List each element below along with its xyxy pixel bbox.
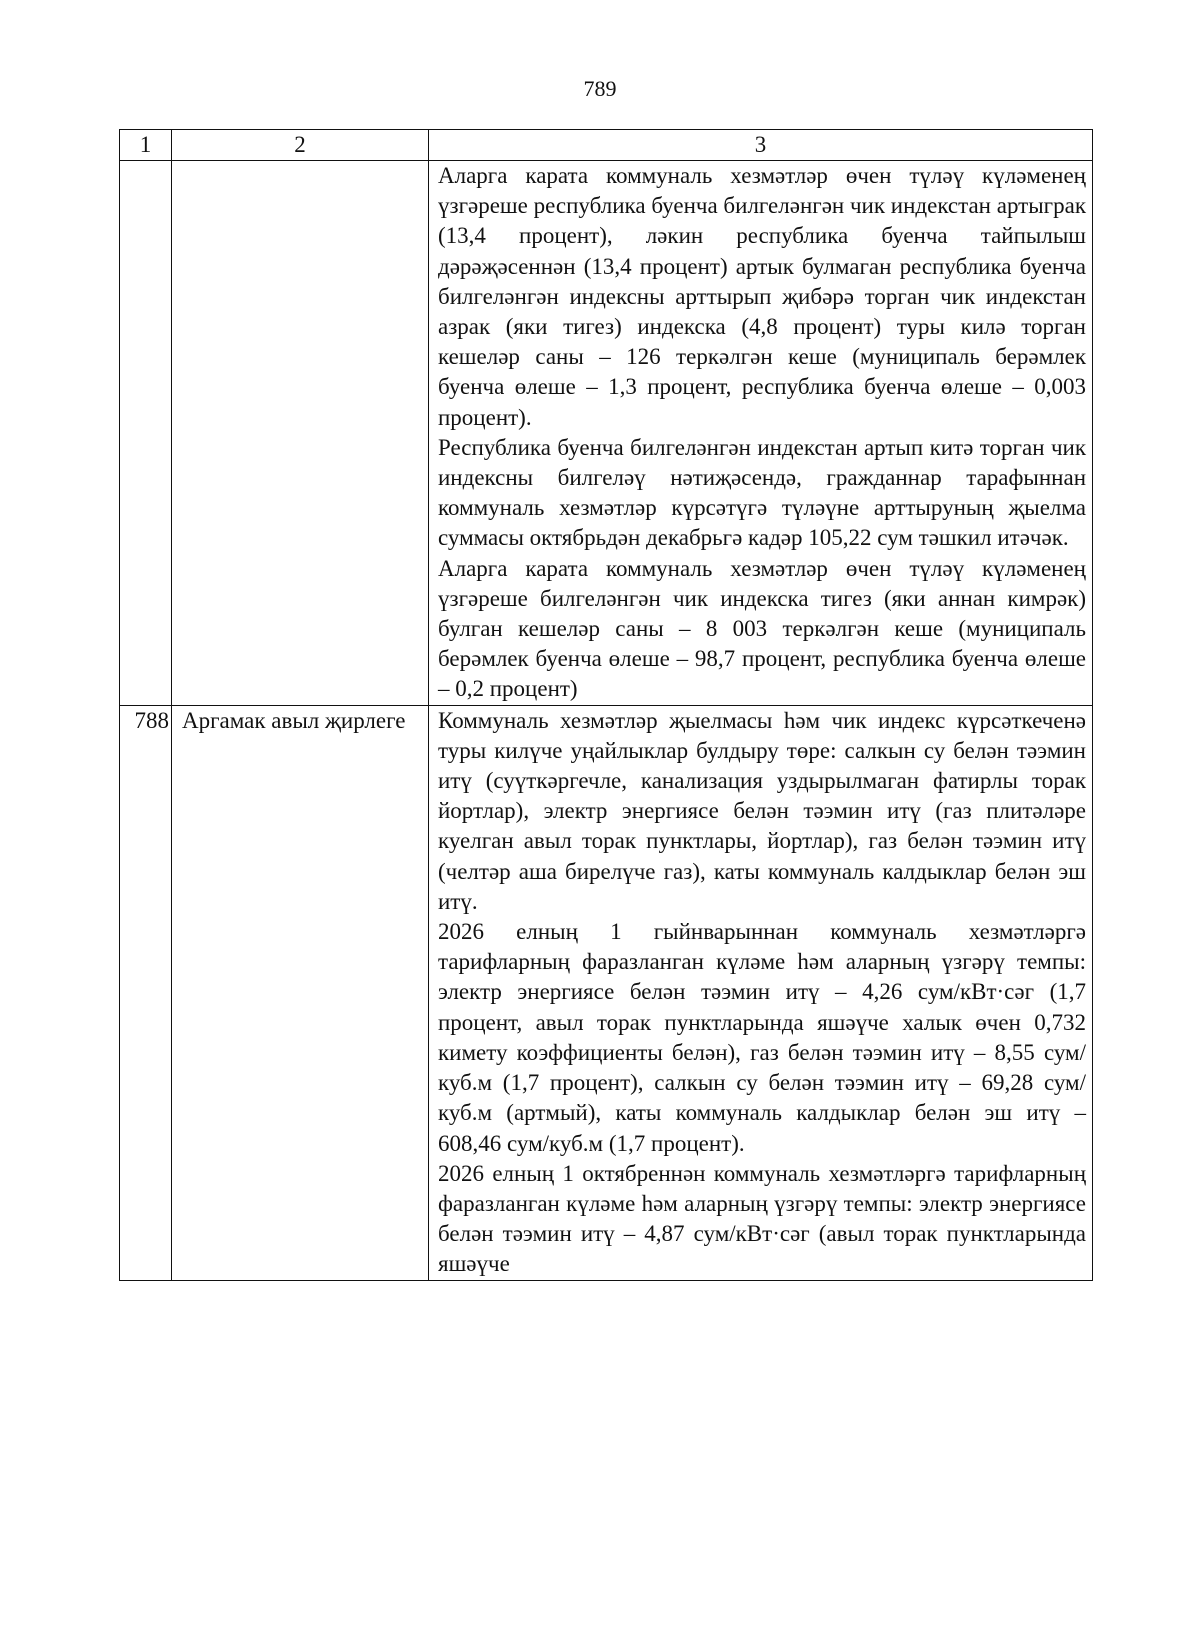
description-paragraph: Республика буенча билгеләнгән индекстан артып китә торган чик индексны билгеләү нәтиҗәсендә, гражданнар тарафыннан коммуналь хезмәтләр күрсәтүгә түләүне арттыруның җыелма суммасы октябрьдән декабрьгә кадәр 105,22 сум тәшкил итәчәк. <box>438 434 1086 551</box>
row-name <box>172 161 429 706</box>
column-header-2: 2 <box>172 130 429 161</box>
description-paragraph: Аларга карата коммуналь хезмәтләр өчен түләү күләменең үзгәреше билгеләнгән чик индекска тигез (яки аннан кимрәк) булган кешеләр саны – 8 003 теркәлгән кеше (муниципаль берәмлек буенча өлеше – 98,7 процент, республика буенча өлеше – 0,2 процент) <box>438 555 1086 702</box>
description-paragraph: 2026 елның 1 октябреннән коммуналь хезмәтләргә тарифларның фаразланган күләме һәм аларның үзгәрү темпы: электр энергиясе белән тәэмин итү – 4,87 сум/кВт·сәг (авыл торак пунктларында яшәүче <box>438 1160 1086 1277</box>
column-header-1: 1 <box>120 130 172 161</box>
row-description <box>429 705 1093 1280</box>
description-paragraph: Коммуналь хезмәтләр җыелмасы һәм чик индекс күрсәткеченә туры килүче уңайлыклар булдыру төре: салкын су белән тәэмин итү (суүткәргечле, канализация уздырылмаган фатирлы торак йортлар), электр энергиясе белән тәэмин итү (газ плитәләре куелган авыл торак пунктлары, йортлар), газ белән тәэмин итү (челтәр аша бирелүче газ), каты коммуналь калдыклар белән эш итү. <box>438 707 1086 914</box>
column-header-3: 3 <box>429 130 1093 161</box>
document-table <box>119 129 1093 1281</box>
row-name: Аргамак авыл җирлеге <box>172 705 429 1280</box>
page-number: 789 <box>583 76 617 101</box>
table-row <box>120 161 1093 706</box>
table-row <box>120 705 1093 1280</box>
row-number <box>120 161 172 706</box>
table-header-row <box>120 130 1093 161</box>
row-description <box>429 161 1093 706</box>
description-paragraph: 2026 елның 1 гыйнварыннан коммуналь хезмәтләргә тарифларның фаразланган күләме һәм аларның үзгәрү темпы: электр энергиясе белән тәэмин итү – 4,26 сум/кВт·сәг (1,7 процент, авыл торак пунктларында яшәүче халык өчен 0,732 кимету коэффициенты белән), газ белән тәэмин итү – 8,55 сум/куб.м (1,7 процент), салкын су белән тәэмин итү – 69,28 сум/куб.м (артмый), каты коммуналь калдыклар белән эш итү – 608,46 сум/куб.м (1,7 процент). <box>438 919 1086 1156</box>
row-number: 788 <box>120 705 172 1280</box>
description-paragraph: Аларга карата коммуналь хезмәтләр өчен түләү күләменең үзгәреше республика буенча билгеләнгән чик индекстан артыграк (13,4 процент), ләкин республика буенча тайпылыш дәрәҗәсеннән (13,4 процент) артык булмаган республика буенча билгеләнгән индексны арттырып җибәрә торган чик индекстан азрак (яки тигез) индекска (4,8 процент) туры килә торган кешеләр саны – 126 теркәлгән кеше (муниципаль берәмлек буенча өлеше – 1,3 процент, республика буенча өлеше – 0,003 процент). <box>438 163 1086 430</box>
